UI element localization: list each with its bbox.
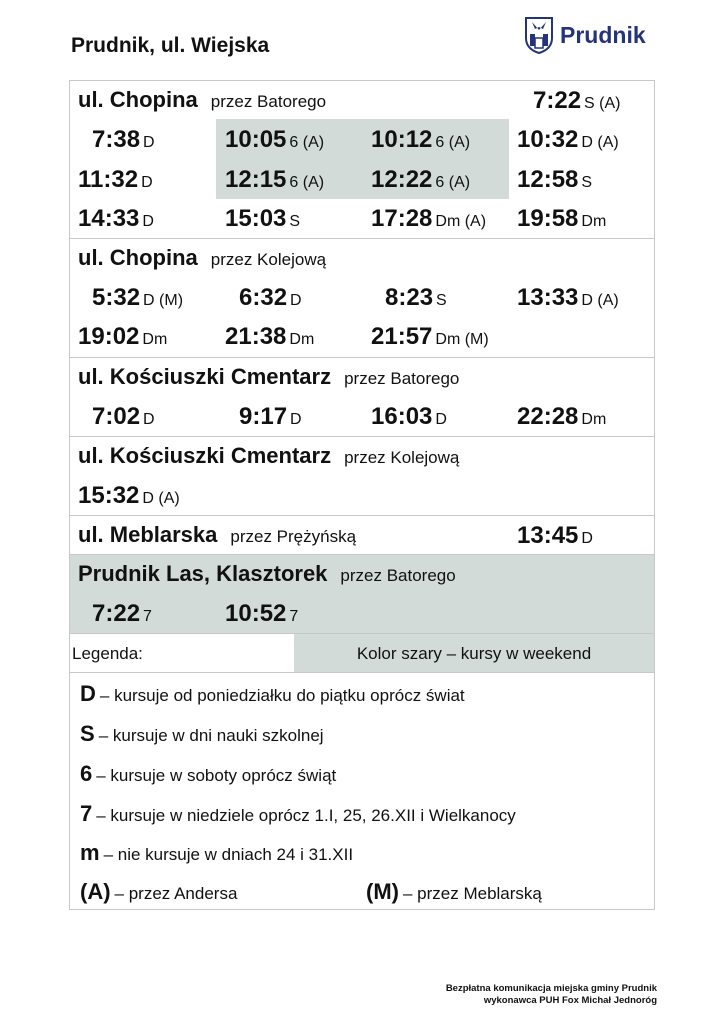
departure-time: 5:32 xyxy=(92,284,141,311)
departure xyxy=(225,120,324,160)
departure-mark: D xyxy=(435,411,447,428)
departure-time: 10:32 xyxy=(517,126,579,153)
legend-label: Legenda: xyxy=(72,644,143,663)
legend-text: – kursuje w niedziele oprócz 1.I, 25, 26.XII i Wielkanocy xyxy=(96,806,516,825)
departure-time: 6:32 xyxy=(239,284,288,311)
section-chopina-kolejowa xyxy=(70,239,654,358)
departure xyxy=(533,81,621,121)
departure xyxy=(78,160,153,200)
legend-text: – kursuje od poniedziałku do piątku oprócz świat xyxy=(99,686,465,705)
departure-mark: D (A) xyxy=(581,292,619,309)
departure xyxy=(371,199,486,239)
departure-mark: Dm xyxy=(289,331,315,348)
legend-key: 7 xyxy=(80,801,93,826)
departure xyxy=(92,594,152,634)
departure xyxy=(517,120,619,160)
departure-time: 15:03 xyxy=(225,205,287,232)
departure-time: 9:17 xyxy=(239,403,288,430)
departure-mark: D xyxy=(581,530,593,547)
departure-mark: S xyxy=(581,174,593,191)
departure-time: 8:23 xyxy=(385,284,434,311)
departure-time: 11:32 xyxy=(78,166,139,193)
departure-time: 13:33 xyxy=(517,284,579,311)
section-kosciuszki-kolejowa xyxy=(70,437,654,516)
departure-time: 7:02 xyxy=(92,403,141,430)
section-kosciuszki-batorego xyxy=(70,358,654,437)
departure-mark: 6 (A) xyxy=(289,174,325,191)
legend-key: D xyxy=(80,681,96,706)
legend-item xyxy=(80,801,516,827)
departure-mark: 7 xyxy=(143,608,152,625)
departure-mark: D (A) xyxy=(142,490,180,507)
legend-text: – kursuje w soboty oprócz świąt xyxy=(96,766,337,785)
footer-line: Bezpłatna komunikacja miejska gminy Prudnik xyxy=(445,983,657,994)
stop-name: ul. Meblarska xyxy=(78,522,218,547)
departure-mark: Dm (M) xyxy=(435,331,489,348)
departure-time: 7:22 xyxy=(92,600,141,627)
departure-mark: 6 (A) xyxy=(289,134,325,151)
legend-key: m xyxy=(80,840,100,865)
legend-item xyxy=(80,721,324,747)
departure-time: 19:58 xyxy=(517,205,579,232)
departure xyxy=(517,516,593,556)
route-via: przez Prężyńską xyxy=(230,527,357,546)
departure-mark: Dm xyxy=(142,331,168,348)
departure-mark: D xyxy=(141,174,153,191)
departure xyxy=(78,199,154,239)
departure xyxy=(371,160,470,200)
departure xyxy=(92,278,183,318)
stop-name: Prudnik Las, Klasztorek xyxy=(78,561,328,586)
departure xyxy=(517,160,592,200)
legend-item xyxy=(80,681,465,707)
departure-time: 14:33 xyxy=(78,205,140,232)
route-via: przez Batorego xyxy=(340,566,456,585)
departure-time: 12:15 xyxy=(225,166,287,193)
weekend-color-note: Kolor szary – kursy w weekend xyxy=(294,634,654,672)
departure-mark: Dm xyxy=(581,213,607,230)
stop-name: ul. Kościuszki Cmentarz xyxy=(78,443,332,468)
departure xyxy=(517,397,606,437)
departure xyxy=(92,397,155,437)
route-via: przez Batorego xyxy=(210,92,327,111)
departure xyxy=(225,317,314,357)
logo-text: Prudnik xyxy=(560,21,646,48)
departure xyxy=(92,120,155,160)
departure-mark: D (A) xyxy=(581,134,619,151)
departure xyxy=(239,278,302,318)
departure-mark: Dm xyxy=(581,411,607,428)
legend-item xyxy=(80,840,353,866)
departure-mark: D xyxy=(290,292,302,309)
departure-time: 10:05 xyxy=(225,126,287,153)
departure xyxy=(225,199,300,239)
departure xyxy=(385,278,447,318)
departure xyxy=(239,397,302,437)
footer xyxy=(446,983,657,1007)
section-header xyxy=(78,364,459,390)
legend-text: – przez Meblarską xyxy=(402,884,542,903)
page-title: Prudnik, ul. Wiejska xyxy=(71,34,270,57)
departure-time: 12:58 xyxy=(517,166,579,193)
departure xyxy=(371,397,447,437)
departure-time: 21:57 xyxy=(371,323,433,350)
legend-text: – kursuje w dni nauki szkolnej xyxy=(98,726,324,745)
legend-text: – przez Andersa xyxy=(114,884,238,903)
departure-mark: D xyxy=(143,411,155,428)
stop-name: ul. Chopina xyxy=(78,245,198,270)
timetable xyxy=(69,80,655,910)
departure-mark: 6 (A) xyxy=(435,134,471,151)
section-meblarska xyxy=(70,516,654,555)
departure-mark: 6 (A) xyxy=(435,174,471,191)
departure-time: 7:38 xyxy=(92,126,141,153)
departure xyxy=(225,160,324,200)
departure xyxy=(225,594,298,634)
section-header xyxy=(78,561,456,587)
departure xyxy=(517,199,606,239)
departure-mark: D (M) xyxy=(143,292,184,309)
departure-time: 21:38 xyxy=(225,323,287,350)
departure-time: 12:22 xyxy=(371,166,433,193)
departure xyxy=(371,317,489,357)
departure xyxy=(78,317,167,357)
departure-mark: 7 xyxy=(289,608,299,625)
departure-time: 15:32 xyxy=(78,482,140,509)
departure-mark: S xyxy=(289,213,301,230)
departure-mark: S xyxy=(436,292,447,309)
route-via: przez Kolejową xyxy=(344,448,460,467)
section-chopina-batorego xyxy=(70,81,654,239)
legend-item xyxy=(80,879,237,905)
departure-time: 22:28 xyxy=(517,403,579,430)
departure-mark: D xyxy=(143,134,155,151)
legend-text: – nie kursuje w dniach 24 i 31.XII xyxy=(103,845,354,864)
legend-key: (A) xyxy=(80,879,111,904)
section-header xyxy=(78,245,326,271)
route-via: przez Batorego xyxy=(344,369,460,388)
section-header xyxy=(78,87,326,113)
legend-key: S xyxy=(80,721,95,746)
stop-name: ul. Chopina xyxy=(78,87,198,112)
legend-key: (M) xyxy=(366,879,399,904)
departure-time: 13:45 xyxy=(517,522,579,549)
section-header xyxy=(78,522,356,548)
departure-time: 10:12 xyxy=(371,126,433,153)
legend-key: 6 xyxy=(80,761,93,786)
legend-header xyxy=(70,634,654,673)
section-header xyxy=(78,443,459,469)
prudnik-logo xyxy=(524,16,646,54)
departure-time: 10:52 xyxy=(225,600,287,627)
departure xyxy=(517,278,619,318)
stop-name: ul. Kościuszki Cmentarz xyxy=(78,364,332,389)
section-prudnik-las xyxy=(70,555,654,634)
departure-time: 19:02 xyxy=(78,323,140,350)
departure-time: 7:22 xyxy=(533,87,582,114)
departure-mark: S (A) xyxy=(584,95,621,112)
departure xyxy=(78,476,180,516)
route-via: przez Kolejową xyxy=(210,250,327,269)
departure-mark: Dm (A) xyxy=(435,213,487,230)
footer-line: wykonawca PUH Fox Michał Jednoróg xyxy=(483,995,657,1006)
legend-item xyxy=(80,761,336,787)
departure-time: 17:28 xyxy=(371,205,433,232)
departure xyxy=(371,120,470,160)
departure-time: 16:03 xyxy=(371,403,433,430)
coat-of-arms-icon xyxy=(524,16,554,54)
departure-mark: D xyxy=(142,213,154,230)
departure-mark: D xyxy=(290,411,302,428)
legend-item xyxy=(366,879,542,905)
